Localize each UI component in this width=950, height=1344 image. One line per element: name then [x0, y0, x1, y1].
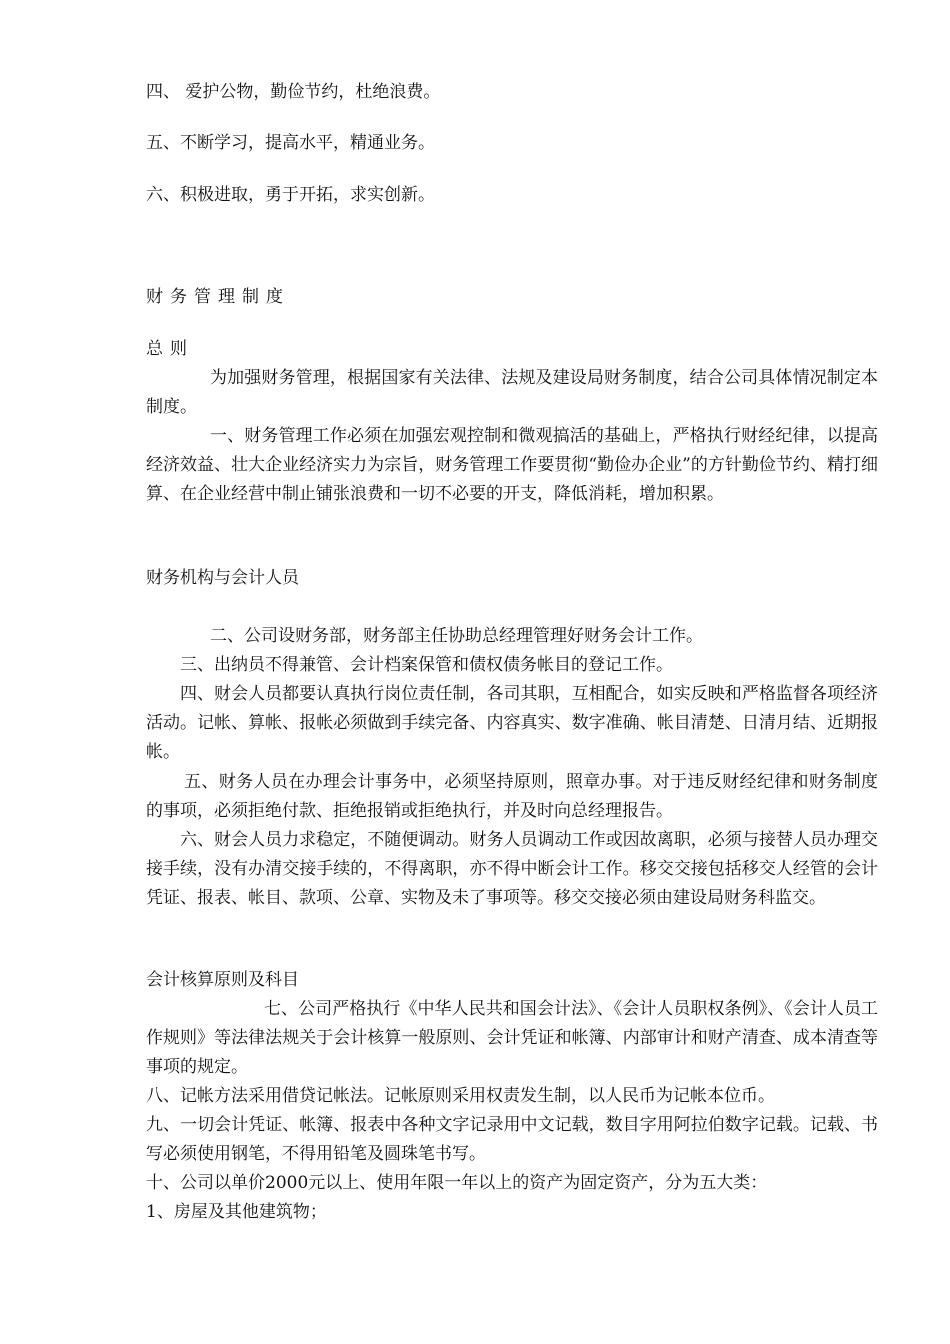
- paragraph: 三、出纳员不得兼管、会计档案保管和债权债务帐目的登记工作。: [180, 655, 673, 675]
- list-item: 六、积极进取，勇于开拓，求实创新。: [146, 185, 435, 205]
- org-heading: 财务机构与会计人员: [146, 568, 299, 588]
- paragraph: 八、记帐方法采用借贷记帐法。记帐原则采用权责发生制，以人民币为记帐本位币。: [146, 1086, 775, 1106]
- list-item: 四、 爱护公物，勤俭节约，杜绝浪费。: [146, 82, 441, 102]
- paragraph: 四、财会人员都要认真执行岗位责任制，各司其职，互相配合，如实反映和严格监督各项经济活动。记帐、算帐、报帐必须做到手续完备、内容真实、数字准确、帐目清楚、日清月结、近期报帐。: [146, 684, 878, 762]
- paragraph: 五、财务人员在办理会计事务中，必须坚持原则，照章办事。对于违反财经纪律和财务制度的事项，必须拒绝付款、拒绝报销或拒绝执行，并及时向总经理报告。: [146, 772, 878, 821]
- paragraph: 七、公司严格执行《中华人民共和国会计法》、《会计人员职权条例》、《会计人员工作规则》等法律法规关于会计核算一般原则、会计凭证和帐簿、内部审计和财产清查、成本清查等事项的规定。: [146, 999, 878, 1077]
- paragraph: 一、财务管理工作必须在加强宏观控制和微观搞活的基础上，严格执行财经纪律，以提高经济效益、壮大企业经济实力为宗旨，财务管理工作要贯彻“勤俭办企业”的方针勤俭节约、精打细算、在企业经营中制止铺张浪费和一切不必要的开支，降低消耗，增加积累。: [146, 426, 878, 504]
- section-title: 财务管理制度: [146, 287, 290, 307]
- paragraph: 1、房屋及其他建筑物；: [146, 1202, 327, 1222]
- general-heading: 总则: [146, 339, 194, 359]
- paragraph: 九、一切会计凭证、帐簿、报表中各种文字记录用中文记载，数目字用阿拉伯数字记载。记载、书写必须使用钢笔，不得用铅笔及圆珠笔书写。: [146, 1115, 878, 1164]
- paragraph: 为加强财务管理，根据国家有关法律、法规及建设局财务制度，结合公司具体情况制定本制度。: [146, 368, 878, 417]
- acct-heading: 会计核算原则及科目: [146, 970, 299, 990]
- paragraph: 二、公司设财务部，财务部主任协助总经理管理好财务会计工作。: [210, 626, 703, 646]
- paragraph: 十、公司以单价2000元以上、使用年限一年以上的资产为固定资产，分为五大类：: [146, 1173, 768, 1193]
- paragraph: 六、财会人员力求稳定，不随便调动。财务人员调动工作或因故离职，必须与接替人员办理交接手续，没有办清交接手续的，不得离职，亦不得中断会计工作。移交交接包括移交人经管的会计凭证、报表、帐目、款项、公章、实物及未了事项等。移交交接必须由建设局财务科监交。: [146, 830, 878, 908]
- list-item: 五、不断学习，提高水平，精通业务。: [146, 133, 435, 153]
